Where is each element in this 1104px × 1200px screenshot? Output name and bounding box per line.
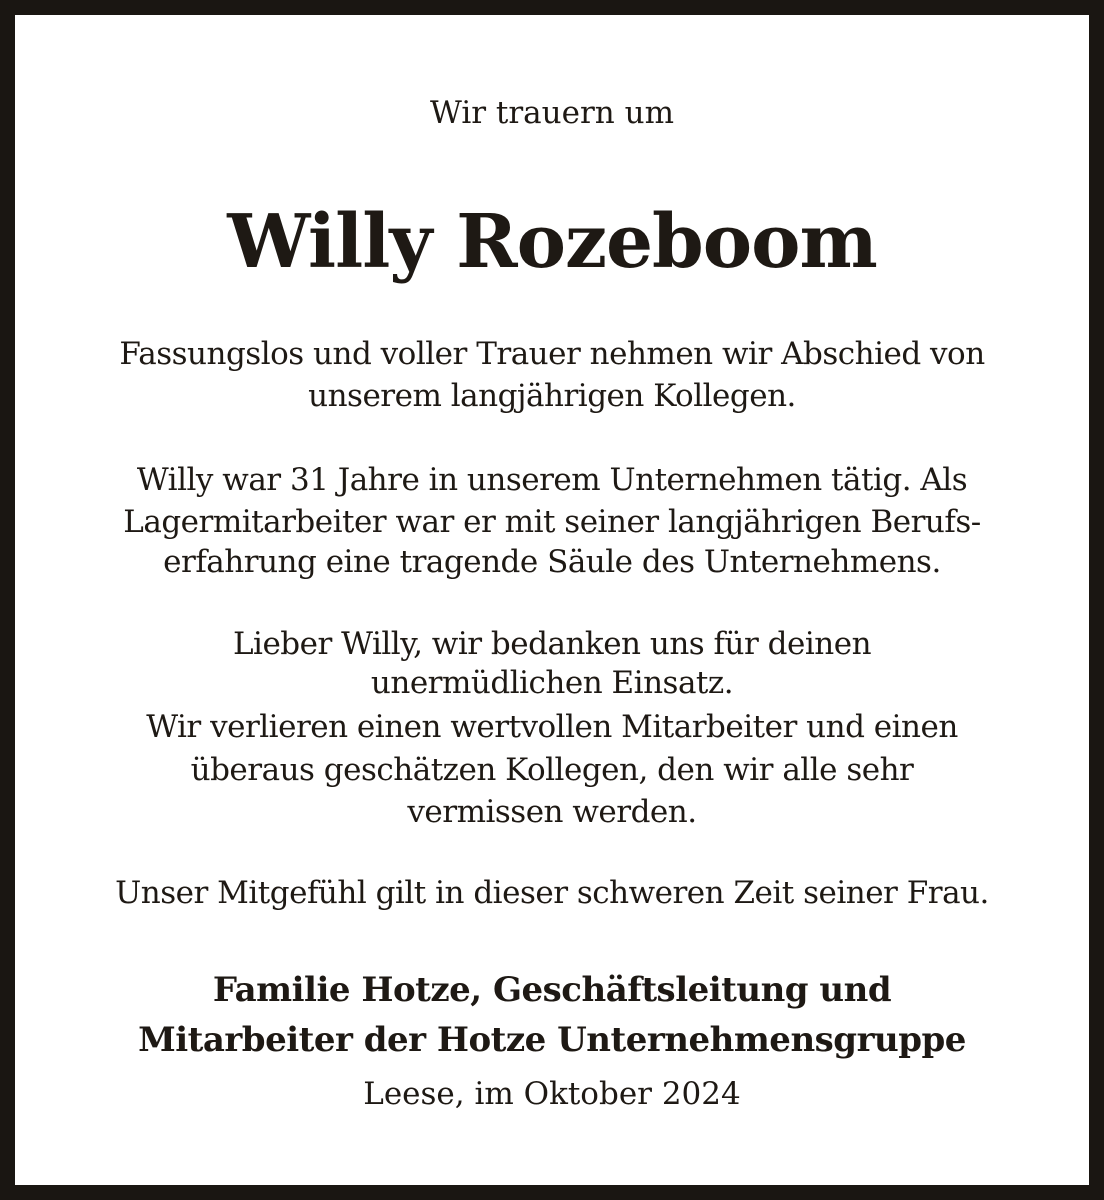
paragraph-3-line-5: vermissen werden. (407, 794, 697, 830)
signature-line-2: Mitarbeiter der Hotze Unternehmensgruppe (138, 1020, 966, 1060)
paragraph-1-line-1: Fassungslos und voller Trauer nehmen wir Abschied von (119, 336, 985, 372)
paragraph-3-line-3: Wir verlieren einen wertvollen Mitarbeiter und einen (146, 709, 958, 745)
paragraph-4-line-1: Unser Mitgefühl gilt in dieser schweren Zeit seiner Frau. (115, 875, 989, 911)
paragraph-2-line-2: Lagermitarbeiter war er mit seiner langjährigen Berufs- (123, 504, 981, 540)
place-date: Leese, im Oktober 2024 (363, 1076, 741, 1112)
deceased-name: Willy Rozeboom (227, 199, 877, 285)
paragraph-1-line-2: unserem langjährigen Kollegen. (308, 378, 796, 414)
paragraph-2-line-3: erfahrung eine tragende Säule des Unternehmens. (163, 544, 941, 580)
paragraph-3-line-2: unermüdlichen Einsatz. (370, 665, 734, 701)
paragraph-3-line-4: überaus geschätzen Kollegen, den wir alle sehr (190, 752, 914, 788)
paragraph-3-line-1: Lieber Willy, wir bedanken uns für deinen (232, 626, 872, 662)
intro-line: Wir trauern um (430, 95, 674, 131)
signature-line-1: Familie Hotze, Geschäftsleitung und (212, 970, 892, 1010)
paragraph-2-line-1: Willy war 31 Jahre in unserem Unternehmen tätig. Als (136, 462, 968, 498)
